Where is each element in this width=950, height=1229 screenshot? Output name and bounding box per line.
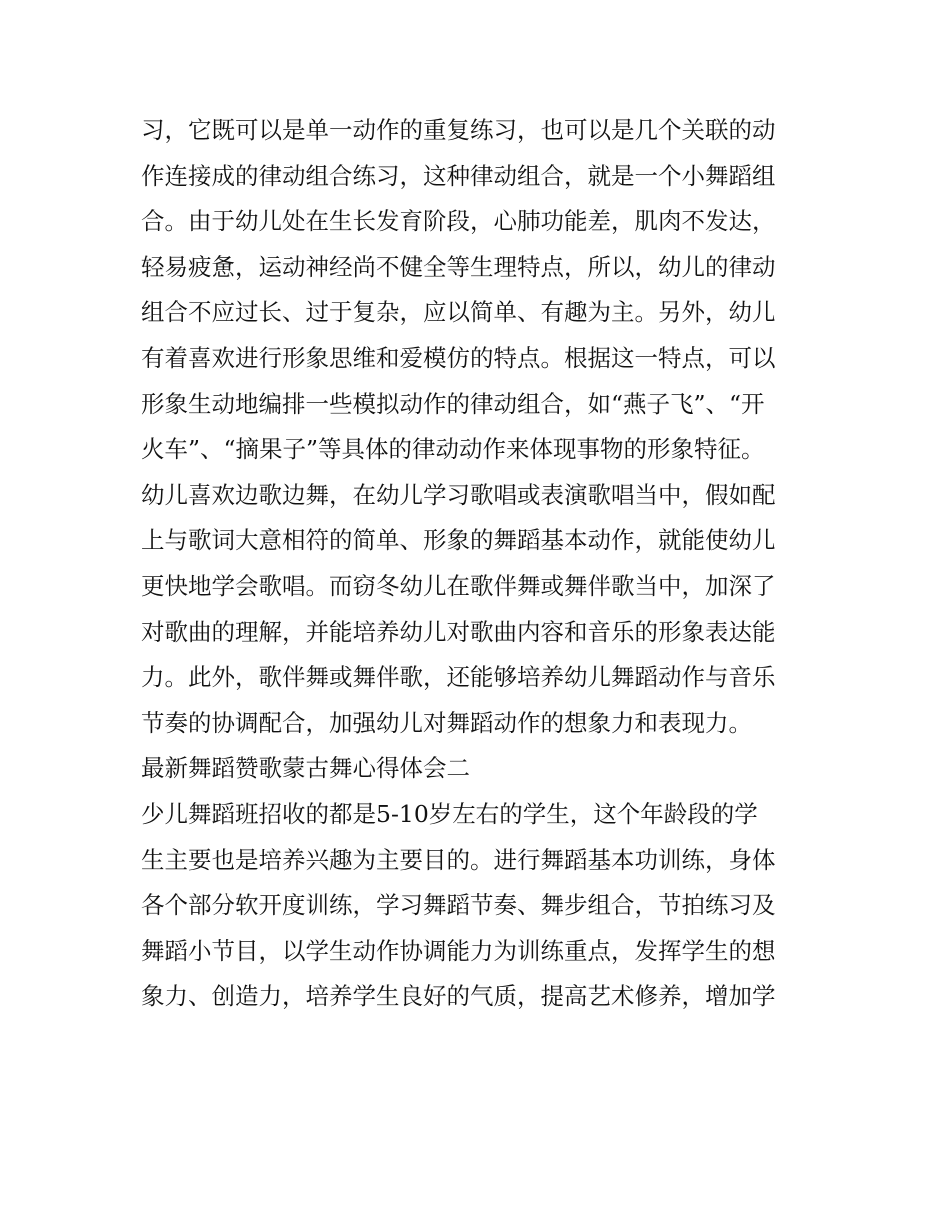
text-line: 幼儿喜欢边歌边舞，在幼儿学习歌唱或表演歌唱当中，假如配 <box>141 480 776 509</box>
body-text <box>141 108 821 1020</box>
text-line: 少儿舞蹈班招收的都是5-10岁左右的学生，这个年龄段的学 <box>141 799 758 828</box>
text-line: 轻易疲惫，运动神经尚不健全等生理特点，所以，幼儿的律动 <box>141 252 776 281</box>
text-line: 作连接成的律动组合练习，这种律动组合，就是一个小舞蹈组 <box>141 161 776 190</box>
text-line: 对歌曲的理解，并能培养幼儿对歌曲内容和音乐的形象表达能 <box>141 617 776 646</box>
text-line: 力。此外，歌伴舞或舞伴歌，还能够培养幼儿舞蹈动作与音乐 <box>141 663 776 692</box>
text-line: 火车”、“摘果子”等具体的律动动作来体现事物的形象特征。 <box>141 435 765 464</box>
text-line: 有着喜欢进行形象思维和爱模仿的特点。根据这一特点，可以 <box>141 343 776 372</box>
text-line: 更快地学会歌唱。而窃冬幼儿在歌伴舞或舞伴歌当中，加深了 <box>141 571 776 600</box>
text-line: 组合不应过长、过于复杂，应以简单、有趣为主。另外，幼儿 <box>141 298 776 327</box>
text-line: 各个部分软开度训练，学习舞蹈节奏、舞步组合，节拍练习及 <box>141 891 776 920</box>
text-line: 象力、创造力，培养学生良好的气质，提高艺术修养，增加学 <box>141 982 776 1011</box>
text-line: 生主要也是培养兴趣为主要目的。进行舞蹈基本功训练，身体 <box>141 845 776 874</box>
text-line: 节奏的协调配合，加强幼儿对舞蹈动作的想象力和表现力。 <box>141 708 752 737</box>
text-line: 上与歌词大意相符的简单、形象的舞蹈基本动作，就能使幼儿 <box>141 526 776 555</box>
text-line: 形象生动地编排一些模拟动作的律动组合，如“燕子飞”、“开 <box>141 389 765 418</box>
text-line: 舞蹈小节目，以学生动作协调能力为训练重点，发挥学生的想 <box>141 936 776 965</box>
text-line: 习，它既可以是单一动作的重复练习，也可以是几个关联的动 <box>141 116 776 144</box>
text-line: 合。由于幼儿处在生长发育阶段，心肺功能差，肌肉不发达， <box>141 207 776 236</box>
section-heading: 最新舞蹈赞歌蒙古舞心得体会二 <box>141 754 470 783</box>
